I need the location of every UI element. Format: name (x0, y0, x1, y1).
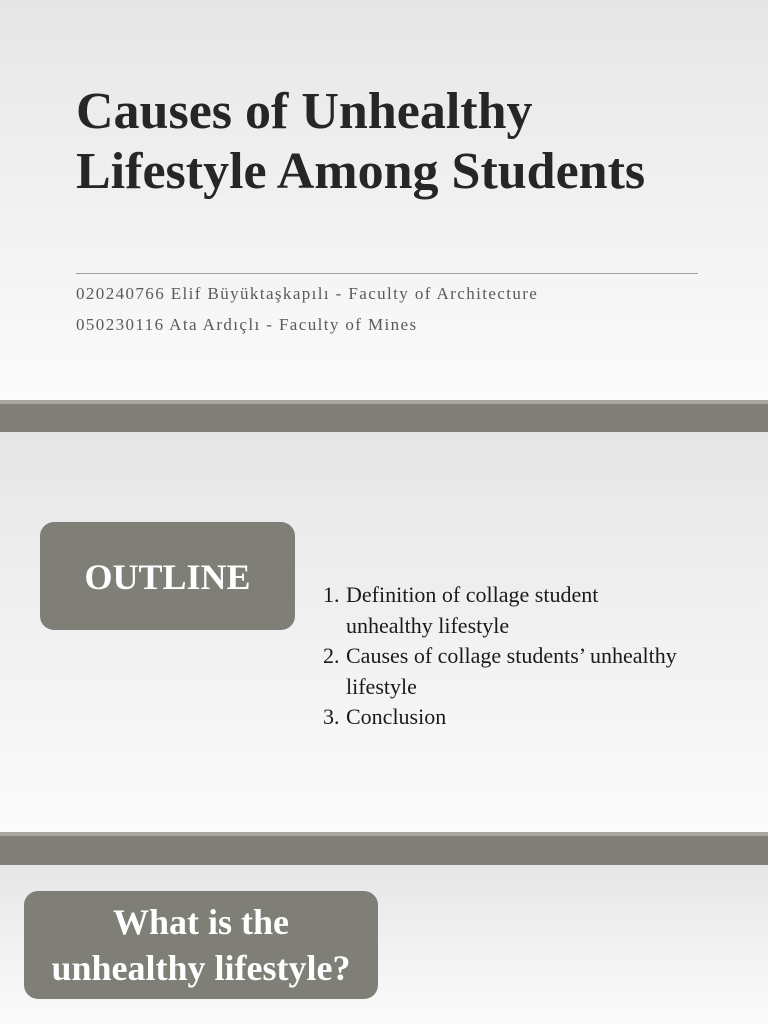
outline-item-text: Conclusion (346, 704, 447, 729)
outline-item (323, 641, 683, 702)
outline-item (323, 702, 683, 733)
definition-slide (0, 865, 768, 1024)
presentation-title (76, 82, 736, 202)
outline-item-text: Definition of collage student unhealthy lifestyle (346, 582, 599, 638)
slide-separator (0, 832, 768, 865)
title-divider (76, 273, 698, 274)
title-line-1: Causes of Unhealthy (76, 83, 533, 140)
title-line-2: Lifestyle Among Students (76, 143, 646, 200)
heading-line-2: unhealthy lifestyle? (51, 948, 351, 988)
outline-item-number: 1. (323, 582, 340, 607)
outline-heading-box (40, 522, 295, 630)
outline-item-number: 2. (323, 643, 340, 668)
heading-line-1: What is the (112, 902, 289, 942)
outline-slide (0, 432, 768, 832)
outline-item-text: Causes of collage students’ unhealthy lifestyle (346, 643, 677, 699)
outline-heading: OUTLINE (84, 557, 251, 597)
outline-item (323, 580, 683, 641)
outline-list (323, 580, 683, 733)
title-slide (0, 0, 768, 400)
what-is-heading-box (24, 891, 378, 999)
author-line: 020240766 Elif Büyüktaşkapılı - Faculty of Architecture (76, 284, 539, 303)
author-line: 050230116 Ata Ardıçlı - Faculty of Mines (76, 315, 418, 334)
outline-item-number: 3. (323, 704, 340, 729)
slide-separator (0, 400, 768, 432)
